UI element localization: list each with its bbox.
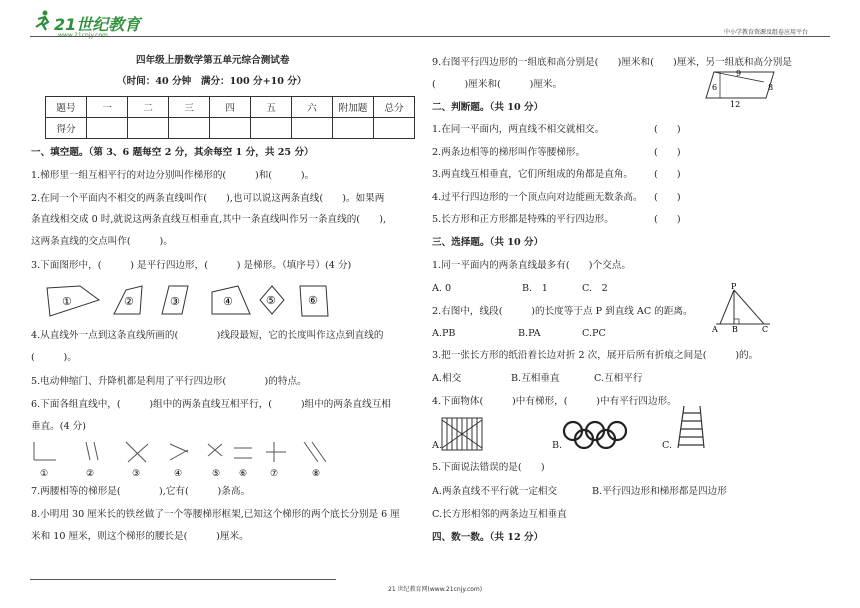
score-input-cell[interactable] bbox=[169, 118, 210, 139]
lines-label-1: ① bbox=[40, 469, 49, 479]
score-cell: 附加题 bbox=[333, 97, 374, 118]
choice-3-option-a[interactable]: A.相交 bbox=[432, 373, 462, 384]
shape-label-4: ④ bbox=[223, 295, 233, 308]
shape-1 bbox=[47, 286, 99, 316]
score-cell: 二 bbox=[128, 97, 169, 118]
choice-2-option-a[interactable]: A.PB bbox=[432, 328, 456, 339]
choice-5-option-b[interactable]: B.平行四边形和梯形都是四边形 bbox=[592, 486, 727, 497]
judge-4-paren[interactable]: ( ) bbox=[654, 192, 681, 203]
lines-label-3: ③ bbox=[132, 469, 141, 479]
score-table bbox=[45, 96, 415, 139]
question-9-line-2: ( )厘米和( )厘米。 bbox=[432, 79, 563, 90]
judge-3: 3.两直线互相垂直，它们所组成的角都是直角。 bbox=[432, 169, 634, 180]
question-3: 3.下面图形中，( ) 是平行四边形，( ) 是梯形。（填序号）(4 分) bbox=[31, 260, 352, 271]
lines-label-5: ⑤ bbox=[212, 469, 221, 479]
choice-1: 1.同一平面内的两条直线最多有( )个交点。 bbox=[432, 260, 631, 271]
point-c-label: C bbox=[762, 325, 769, 334]
line-2a bbox=[86, 442, 90, 460]
section-choice: 三、选择题。（共 10 分） bbox=[432, 237, 544, 248]
judge-2-paren[interactable]: ( ) bbox=[654, 147, 681, 158]
line-8b bbox=[312, 442, 326, 462]
section-judge: 二、判断题。（共 10 分） bbox=[432, 102, 544, 113]
choice-4-option-a[interactable]: A. bbox=[432, 440, 442, 451]
score-input-cell[interactable] bbox=[251, 118, 292, 139]
score-cell: 总分 bbox=[374, 97, 415, 118]
shape-label-3: ③ bbox=[170, 295, 180, 308]
q3-shapes-figure bbox=[44, 284, 364, 320]
score-input-cell[interactable] bbox=[210, 118, 251, 139]
triangle-figure bbox=[712, 284, 774, 332]
section-fill-blank: 一、填空题。（第 3、6 题每空 2 分，其余每空 1 分，共 25 分） bbox=[31, 147, 314, 158]
line-3a bbox=[126, 442, 146, 462]
line-2b bbox=[94, 442, 98, 460]
judge-5: 5.长方形和正方形都是特殊的平行四边形。 bbox=[432, 214, 614, 225]
judge-3-paren[interactable]: ( ) bbox=[654, 169, 681, 180]
judge-5-paren[interactable]: ( ) bbox=[654, 214, 681, 225]
question-1: 1.梯形里一组互相平行的对边分别叫作梯形的( )和( )。 bbox=[31, 170, 315, 181]
header-divider bbox=[30, 36, 830, 37]
right-angle-mark bbox=[734, 319, 739, 324]
lines-label-6: ⑥ bbox=[239, 469, 248, 479]
score-input-cell[interactable] bbox=[292, 118, 333, 139]
score-cell: 五 bbox=[251, 97, 292, 118]
exam-meta: （时间：40 分钟 满分：100 分+10 分） bbox=[117, 76, 307, 87]
choice-3: 3.把一张长方形的纸沿着长边对折 2 次，展开后所有折痕之间是( )的。 bbox=[432, 350, 759, 361]
score-cell: 得分 bbox=[46, 118, 87, 139]
runner-logo-icon bbox=[34, 10, 54, 32]
line-4a bbox=[170, 444, 188, 452]
q9-parallelogram-figure bbox=[706, 68, 778, 108]
choice-1-option-c[interactable]: C. 2 bbox=[582, 283, 608, 294]
choice-4: 4.下面物体( )中有梯形，( )中有平行四边形。 bbox=[432, 396, 677, 407]
choice-4-option-b[interactable]: B. bbox=[552, 440, 563, 451]
score-cell: 三 bbox=[169, 97, 210, 118]
question-8-line-1: 8.小明用 30 厘米长的铁丝做了一个等腰梯形框架,已知这个梯形的两个底长分别是 6 厘 bbox=[31, 509, 400, 520]
shape-label-2: ② bbox=[124, 295, 134, 308]
score-cell: 四 bbox=[210, 97, 251, 118]
segment-pa bbox=[720, 290, 734, 324]
question-2-line-1: 2.在同一个平面内不相交的两条直线叫作( ),也可以说这两条直线( )。如果两 bbox=[31, 193, 385, 204]
lines-label-7: ⑦ bbox=[270, 469, 279, 479]
point-b-label: B bbox=[732, 325, 738, 334]
question-2-line-3: 这两条直线的交点叫作( )。 bbox=[31, 236, 173, 247]
score-input-cell[interactable] bbox=[128, 118, 169, 139]
score-cell: 六 bbox=[292, 97, 333, 118]
choice-5-option-c[interactable]: C.长方形相邻的两条边互相垂直 bbox=[432, 509, 567, 520]
judge-4: 4.过平行四边形的一个顶点向对边能画无数条高。 bbox=[432, 192, 643, 203]
judge-1: 1.在同一平面内，两直线不相交就相交。 bbox=[432, 124, 605, 135]
choice-1-option-a[interactable]: A. 0 bbox=[432, 283, 452, 294]
lines-label-2: ② bbox=[86, 469, 95, 479]
choice-1-option-b[interactable]: B. 1 bbox=[522, 283, 548, 294]
choice-4-option-c[interactable]: C. bbox=[662, 440, 673, 451]
line-8a bbox=[304, 442, 318, 462]
choice-5-option-a[interactable]: A.两条直线不平行就一定相交 bbox=[432, 486, 558, 497]
score-input-cell[interactable] bbox=[374, 118, 415, 139]
q9-label-9: 9 bbox=[736, 69, 742, 78]
score-input-cell[interactable] bbox=[87, 118, 128, 139]
judge-2: 2.两条边相等的梯形叫作等腰梯形。 bbox=[432, 147, 586, 158]
point-a-label: A bbox=[712, 325, 718, 334]
question-7: 7.两腰相等的梯形是( ),它有( )条高。 bbox=[31, 486, 251, 497]
lines-label-4: ④ bbox=[174, 469, 183, 479]
score-table-header-row bbox=[46, 97, 415, 118]
score-input-cell[interactable] bbox=[333, 118, 374, 139]
question-5: 5.电动伸缩门、升降机都是利用了平行四边形( )的特点。 bbox=[31, 376, 307, 387]
point-p-label: P bbox=[731, 282, 737, 291]
question-8-line-2: 米和 10 厘米，则这个梯形的腰长是( )厘米。 bbox=[31, 531, 249, 542]
olympic-rings-icon bbox=[562, 420, 642, 448]
score-table-score-row bbox=[46, 118, 415, 139]
question-6-line-1: 6.下面各组直线中，( )组中的两条直线互相平行，( )组中的两条直线互相 bbox=[31, 399, 391, 410]
ladder-icon bbox=[676, 404, 706, 450]
choice-3-option-c[interactable]: C.互相平行 bbox=[594, 373, 643, 384]
footer-divider bbox=[30, 579, 336, 580]
score-cell: 题号 bbox=[46, 97, 87, 118]
question-4-line-2: ( )。 bbox=[31, 352, 77, 363]
shape-label-1: ① bbox=[62, 295, 72, 308]
question-4-line-1: 4.从直线外一点到这条直线所画的( )线段最短，它的长度叫作这点到直线的 bbox=[31, 330, 384, 341]
lines-label-8: ⑧ bbox=[312, 469, 321, 479]
choice-2: 2.右图中，线段( )的长度等于点 P 到直线 AC 的距离。 bbox=[432, 306, 693, 317]
judge-1-paren[interactable]: ( ) bbox=[654, 124, 681, 135]
question-6-line-2: 垂直。(4 分) bbox=[31, 421, 87, 432]
logo bbox=[34, 10, 144, 34]
line-4b bbox=[170, 450, 188, 460]
shape-label-5: ⑤ bbox=[266, 294, 276, 307]
exam-title: 四年级上册数学第五单元综合测试卷 bbox=[136, 55, 290, 66]
question-9-line-1: 9.右图平行四边形的一组底和高分别是( )厘米和( )厘米，另一组底和高分别是 bbox=[432, 57, 792, 68]
q9-label-12: 12 bbox=[730, 100, 741, 109]
choice-2-option-c[interactable]: C.PC bbox=[582, 328, 606, 339]
fence-icon bbox=[440, 412, 484, 452]
logo-text: 21世纪教育 bbox=[54, 15, 141, 34]
choice-3-option-b[interactable]: B.互相垂直 bbox=[511, 373, 560, 384]
footer-text: 21 世纪教育网(www.21cnjy.com) bbox=[388, 586, 483, 593]
platform-name: 中小学教育资源及组卷应用平台 bbox=[724, 29, 809, 36]
score-cell: 一 bbox=[87, 97, 128, 118]
choice-5: 5.下面说法错误的是( ) bbox=[432, 462, 545, 473]
choice-2-option-b[interactable]: B.PA bbox=[518, 328, 541, 339]
q9-label-6: 6 bbox=[712, 83, 718, 92]
question-2-line-2: 条直线相交成 0 时,就说这两条直线互相垂直,其中一条直线叫作另一条直线的( ), bbox=[31, 214, 387, 225]
shape-label-6: ⑥ bbox=[308, 294, 318, 307]
q9-label-8: 8 bbox=[768, 83, 774, 92]
section-count: 四、数一数。（共 12 分） bbox=[432, 532, 544, 543]
q6-lines-figure bbox=[30, 438, 350, 480]
